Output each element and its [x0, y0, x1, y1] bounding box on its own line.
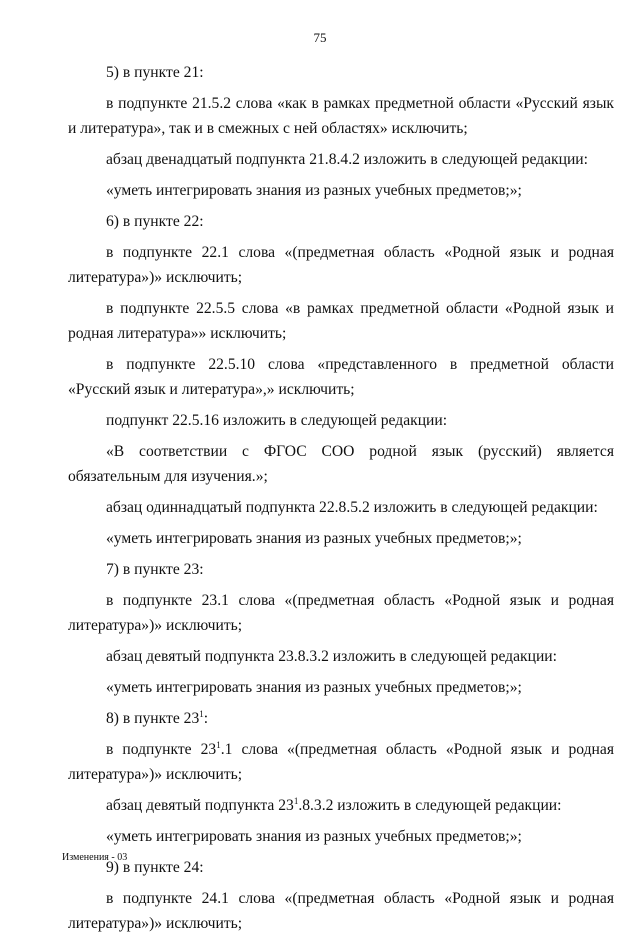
paragraph: 9) в пункте 24: [106, 859, 204, 876]
paragraph: в подпункте 24.1 слова «(предметная область «Родной язык и родная литература»)» исключить; [68, 890, 614, 932]
paragraph-point-23-1 [68, 706, 614, 731]
paragraph-subpoint-23-1-1 [68, 737, 614, 787]
text-fragment: 8) в пункте 23 [106, 710, 200, 727]
footer-note: Изменения - 03 [62, 852, 128, 863]
text-fragment: в подпункте 23 [106, 741, 217, 758]
paragraph: абзац двенадцатый подпункта 21.8.4.2 изложить в следующей редакции: [106, 151, 588, 168]
paragraph: 6) в пункте 22: [106, 213, 204, 230]
paragraph-abzac-23-1 [68, 793, 614, 818]
text-fragment: .1 слова «(предметная область «Родной язык и родная литература»)» исключить; [68, 741, 614, 783]
page-number: 75 [313, 30, 327, 45]
paragraph: в подпункте 23.1 слова «(предметная область «Родной язык и родная литература»)» исключить; [68, 592, 614, 634]
text-fragment: : [203, 710, 209, 727]
paragraph: «уметь интегрировать знания из разных учебных предметов;»; [106, 828, 522, 845]
paragraph: в подпункте 22.5.10 слова «представленного в предметной области «Русский язык и литература»,» исключить; [68, 356, 614, 398]
paragraph: в подпункте 21.5.2 слова «как в рамках предметной области «Русский язык и литература», так и в смежных с ней областях» исключить; [68, 95, 614, 137]
paragraph: абзац девятый подпункта 23.8.3.2 изложить в следующей редакции: [106, 648, 557, 665]
paragraph: подпункт 22.5.16 изложить в следующей редакции: [106, 412, 448, 429]
paragraph: в подпункте 22.5.5 слова «в рамках предметной области «Родной язык и родная литература»» исключить; [68, 300, 614, 342]
document-body [68, 60, 614, 942]
paragraph: «В соответствии с ФГОС СОО родной язык (русский) является обязательным для изучения.»; [68, 443, 614, 485]
text-fragment: абзац девятый подпункта 23 [106, 797, 294, 814]
superscript: 1 [199, 708, 204, 719]
paragraph: в подпункте 22.1 слова «(предметная область «Родной язык и родная литература»)» исключить; [68, 244, 614, 286]
superscript: 1 [216, 739, 221, 750]
paragraph: абзац одиннадцатый подпункта 22.8.5.2 изложить в следующей редакции: [106, 499, 598, 516]
text-fragment: .8.3.2 изложить в следующей редакции: [298, 797, 562, 814]
paragraph: «уметь интегрировать знания из разных учебных предметов;»; [106, 530, 522, 547]
paragraph: «уметь интегрировать знания из разных учебных предметов;»; [106, 182, 522, 199]
paragraph: 7) в пункте 23: [106, 561, 204, 578]
paragraph: «уметь интегрировать знания из разных учебных предметов;»; [106, 679, 522, 696]
paragraph: 5) в пункте 21: [106, 64, 204, 81]
superscript: 1 [293, 795, 299, 806]
